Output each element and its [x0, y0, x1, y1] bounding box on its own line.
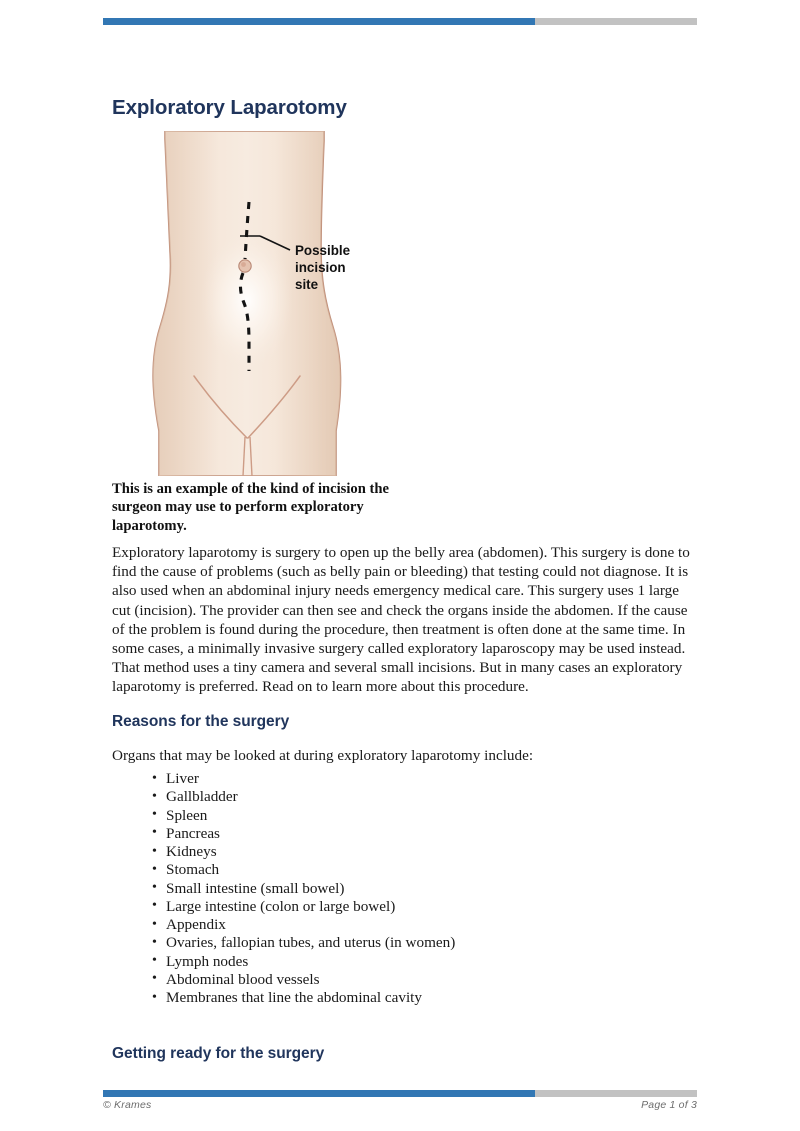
list-item: • Membranes that line the abdominal cavity — [152, 989, 455, 1007]
reasons-heading-block — [112, 713, 695, 731]
list-item: • Stomach — [152, 861, 455, 879]
organ-list — [112, 770, 455, 1007]
footer-rule-blue-segment — [103, 1090, 535, 1097]
header-rule-gray-segment — [535, 18, 697, 25]
footer-rule-gray-segment — [535, 1090, 697, 1097]
list-item: • Liver — [152, 770, 455, 788]
incision-label-line-1: Possible — [295, 243, 351, 258]
ready-heading-block — [112, 1045, 695, 1063]
footer-copyright: © Krames — [103, 1099, 152, 1111]
navel-inner — [241, 262, 246, 267]
incision-label-line-2: incision — [295, 260, 346, 275]
list-item: • Gallbladder — [152, 788, 455, 806]
page-title: Exploratory Laparotomy — [112, 96, 347, 119]
reasons-intro-paragraph: Organs that may be looked at during exploratory laparotomy include: — [112, 747, 534, 764]
header-rule-blue-segment — [103, 18, 535, 25]
list-item: • Small intestine (small bowel) — [152, 880, 455, 898]
footer-rule — [103, 1090, 697, 1097]
list-item: • Appendix — [152, 916, 455, 934]
list-item: • Kidneys — [152, 843, 455, 861]
list-item: • Lymph nodes — [152, 953, 455, 971]
list-item: • Spleen — [152, 807, 455, 825]
torso-illustration-svg — [112, 131, 392, 476]
section-heading-getting-ready: Getting ready for the surgery — [112, 1045, 325, 1062]
abdomen-incision-illustration — [112, 131, 392, 476]
list-item: • Large intestine (colon or large bowel) — [152, 898, 455, 916]
section-heading-reasons: Reasons for the surgery — [112, 713, 290, 730]
list-item: • Pancreas — [152, 825, 455, 843]
list-item: • Abdominal blood vessels — [152, 971, 455, 989]
intro-paragraph-block — [112, 543, 695, 697]
header-rule — [103, 18, 697, 25]
intro-paragraph: Exploratory laparotomy is surgery to open up the belly area (abdomen). This surgery is done to find the cause of problems (such as belly pain or bleeding) that testing could not diagnose. It is also used when an abdominal injury needs emergency medical care. This surgery uses 1 large cut (incision). The provider can then see and check the organs inside the abdomen. If the cause of the problem is found during the procedure, then treatment is often done at the same time. In some cases, a minimally invasive surgery called exploratory laparoscopy may be used instead. That method uses a tiny camera and several small incisions. But in many cases an exploratory laparotomy is preferred. Read on to learn more about this procedure. — [112, 544, 690, 696]
footer-page-number: Page 1 of 3 — [641, 1099, 697, 1111]
reasons-intro-block — [112, 746, 695, 765]
list-item: • Ovaries, fallopian tubes, and uterus (in women) — [152, 934, 455, 952]
figure-caption: This is an example of the kind of incision the surgeon may use to perform exploratory laparotomy. — [112, 481, 389, 534]
incision-label-line-3: site — [295, 277, 319, 292]
